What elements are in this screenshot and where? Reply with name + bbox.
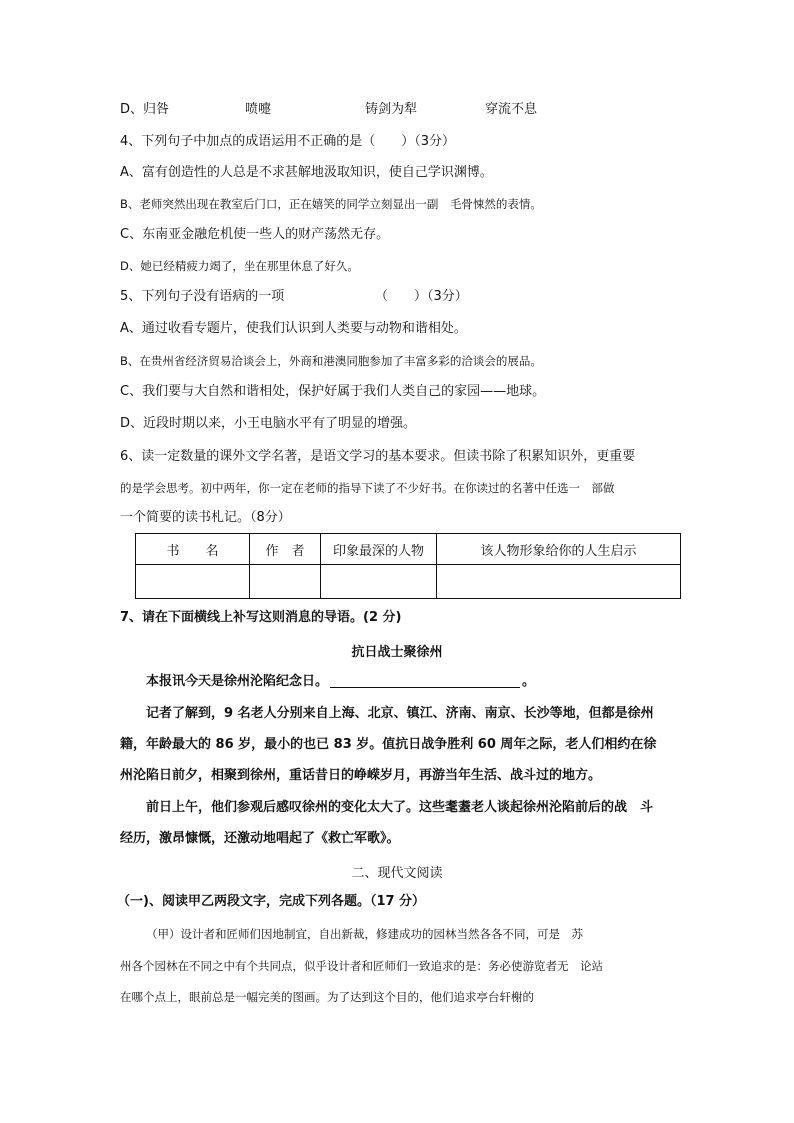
cell-author[interactable] <box>250 565 321 599</box>
q4-option-b: B、老师突然出现在教室后门口，正在嬉笑的同学立刻显出一副 毛骨悚然的表情。 <box>120 197 542 211</box>
lead-answer-blank[interactable] <box>330 673 520 688</box>
cell-book-title[interactable] <box>136 565 250 599</box>
q3-word-2: 铸剑为犁 <box>365 102 418 117</box>
news-p1-line-1: 记者了解到，9 名老人分别来自上海、北京、镇江、济南、南京、长沙等地，但都是徐州 <box>146 706 654 721</box>
news-p1-line-2: 籍，年龄最大的 86 岁，最小的也已 83 岁。值抗日战争胜利 60 周年之际，老人们相约在徐 <box>120 737 657 752</box>
q3-option-d <box>120 101 680 119</box>
q4-option-c: C、东南亚金融危机使一些人的财产荡然无存。 <box>120 227 390 242</box>
header-book-title: 书 名 <box>136 534 250 565</box>
cell-character[interactable] <box>321 565 437 599</box>
news-lead-prefix: 本报讯今天是徐州沦陷纪念日。 <box>146 674 329 689</box>
passage-line-3: 在哪个点上，眼前总是一幅完美的图画。为了达到这个目的，他们追求亭台轩榭的 <box>120 990 534 1004</box>
news-lead-suffix: 。 <box>522 674 536 689</box>
q6-line-3: 一个简要的读书札记。（8分） <box>120 510 291 525</box>
q4-option-a: A、富有创造性的人总是不求甚解地汲取知识，使自己学识渊博。 <box>120 165 493 180</box>
q4-option-d: D、她已经精疲力竭了，坐在那里休息了好久。 <box>120 259 359 273</box>
news-p2-line-2: 经历，激昂慷慨，还激动地唱起了《救亡军歌》。 <box>120 831 400 846</box>
section-title: 二、现代文阅读 <box>351 866 443 881</box>
q3-word-1: 喷嚏 <box>245 102 272 117</box>
q6-line-1: 6、读一定数量的课外文学名著，是语文学习的基本要求。但读书除了积累知识外，更重要 <box>120 449 636 464</box>
q5-prompt: 5、下列句子没有语病的一项 <box>120 289 285 304</box>
header-inspiration: 该人物形象给你的人生启示 <box>437 534 681 565</box>
passage-line-1: （甲）设计者和匠师们因地制宜，自出新裁，修建成功的园林当然各各不同，可是 苏 <box>146 927 583 941</box>
q6-line-2: 的是学会思考。初中两年，你一定在老师的指导下读了不少好书。在你读过的名著中任选一 部做 <box>120 481 615 495</box>
q3-option-d-label: D、归咎 <box>120 102 170 117</box>
table-row <box>136 565 681 599</box>
q5-prompt-row <box>120 288 520 306</box>
news-p1-line-3: 州沦陷日前夕，相聚到徐州，重话昔日的峥嵘岁月，再游当年生活、战斗过的地方。 <box>120 768 602 783</box>
reading-notes-table <box>135 533 681 599</box>
q5-bracket: （ ）（3分） <box>375 289 468 304</box>
q5-option-c: C、我们要与大自然和谐相处，保护好属于我们人类自己的家园——地球。 <box>120 384 546 399</box>
q5-option-d: D、近段时期以来，小王电脑水平有了明显的增强。 <box>120 416 417 431</box>
news-title: 抗日战士聚徐州 <box>351 645 443 660</box>
section-sub: （一)、阅读甲乙两段文字，完成下列各题。（17 分） <box>117 894 426 909</box>
header-author: 作 者 <box>250 534 321 565</box>
header-character: 印象最深的人物 <box>321 534 437 565</box>
q5-option-b: B、在贵州省经济贸易洽谈会上，外商和港澳同胞参加了丰富多彩的洽谈会的展品。 <box>120 354 542 368</box>
q4-prompt: 4、下列句子中加点的成语运用不正确的是（ ）（3分） <box>120 134 456 149</box>
news-p2-line-1: 前日上午，他们参观后感叹徐州的变化太大了。这些耄耋老人谈起徐州沦陷前后的战 斗 <box>146 800 654 815</box>
table-header-row <box>136 534 681 565</box>
q5-option-a: A、通过收看专题片，使我们认识到人类要与动物和谐相处。 <box>120 321 467 336</box>
cell-inspiration[interactable] <box>437 565 681 599</box>
passage-line-2: 州各个园林在不同之中有个共同点，似乎设计者和匠师们一致追求的是：务必使游览者无 论站 <box>120 959 603 973</box>
news-lead-row <box>146 673 535 691</box>
q3-word-3: 穿流不息 <box>485 102 538 117</box>
q7-prompt: 7、请在下面横线上补写这则消息的导语。(2 分) <box>120 610 402 625</box>
